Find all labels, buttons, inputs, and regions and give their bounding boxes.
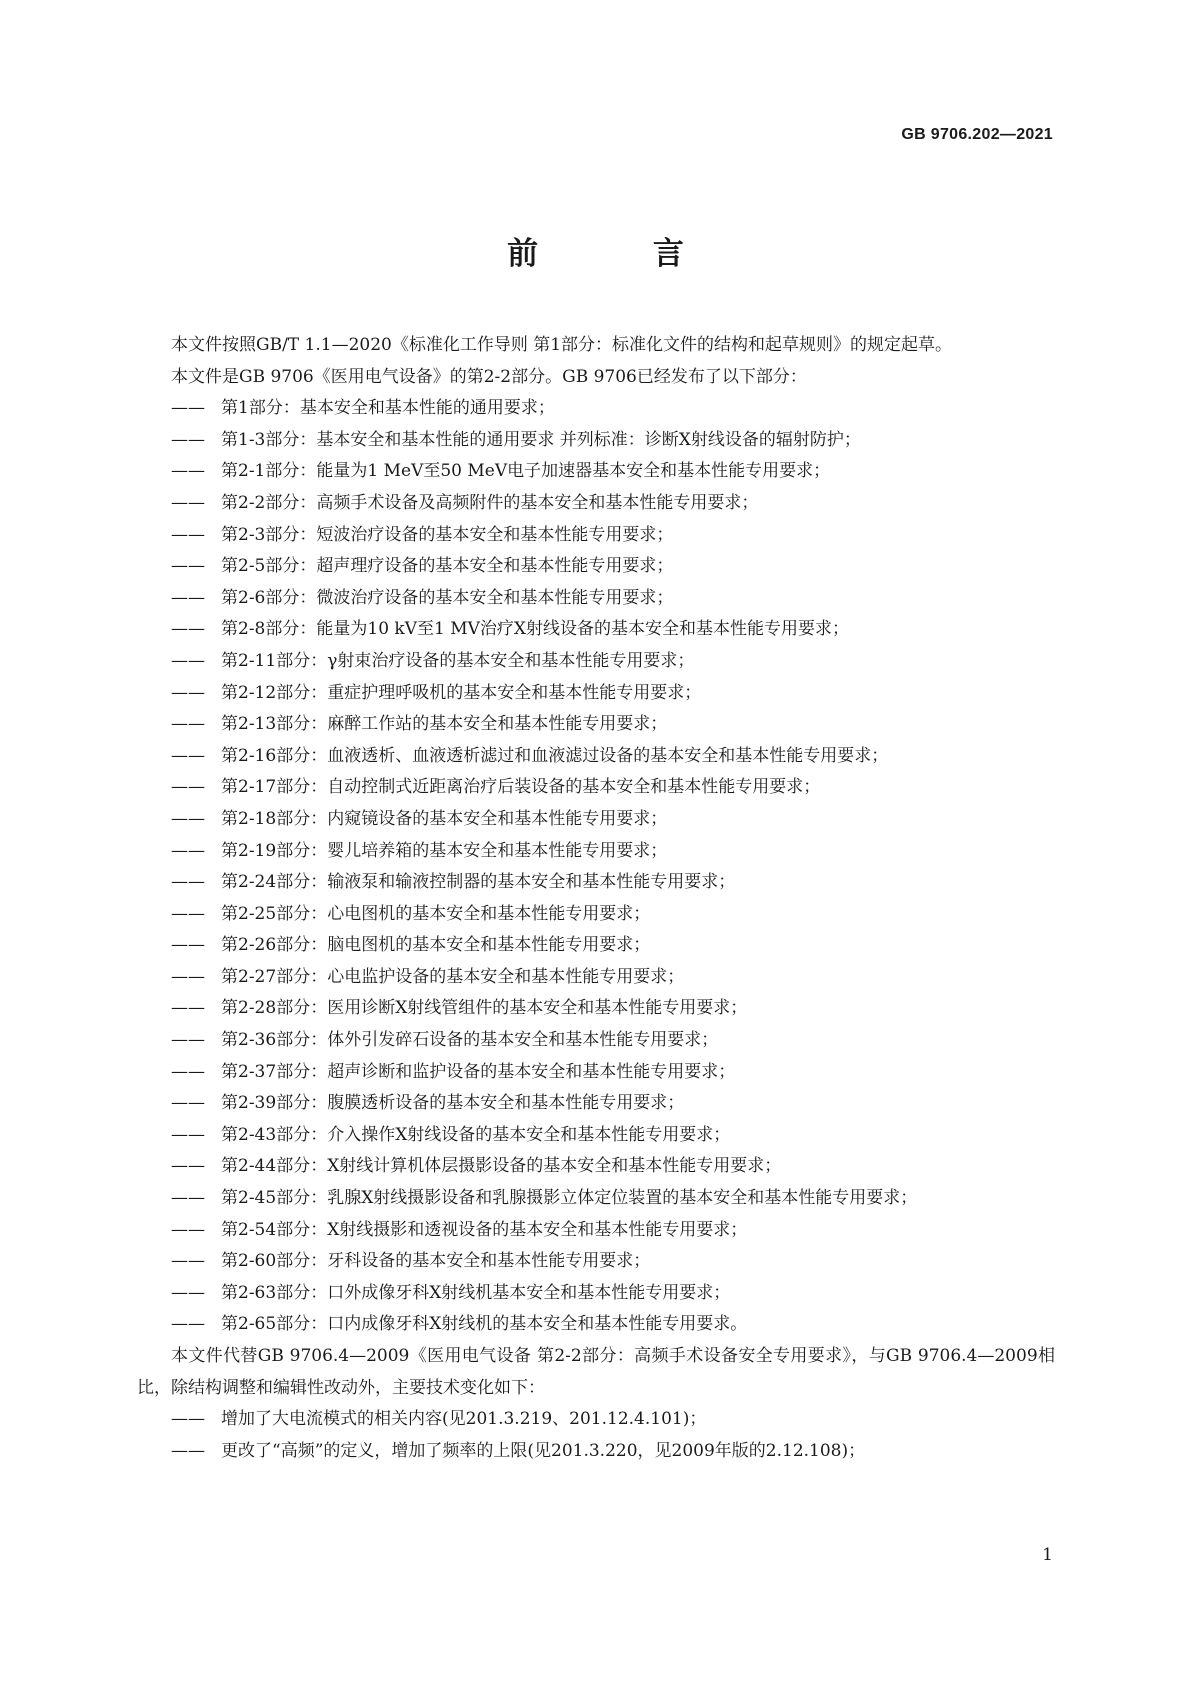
list-item xyxy=(137,646,1055,678)
list-item-text: 第2-3部分：短波治疗设备的基本安全和基本性能专用要求； xyxy=(221,524,674,545)
list-item xyxy=(137,930,1055,962)
dash-marker: —— xyxy=(171,682,205,703)
list-item-text: 第2-37部分：超声诊断和监护设备的基本安全和基本性能专用要求； xyxy=(221,1061,736,1082)
list-item-text: 第2-18部分：内窥镜设备的基本安全和基本性能专用要求； xyxy=(221,808,668,829)
list-item-text: 第2-65部分：口内成像牙科X射线机的基本安全和基本性能专用要求。 xyxy=(221,1314,748,1335)
list-item xyxy=(137,583,1055,615)
dash-marker: —— xyxy=(171,1156,205,1177)
dash-marker: —— xyxy=(171,840,205,861)
list-item-text: 第2-25部分：心电图机的基本安全和基本性能专用要求； xyxy=(221,903,651,924)
list-item xyxy=(137,772,1055,804)
dash-marker: —— xyxy=(171,1409,205,1430)
list-item xyxy=(137,709,1055,741)
dash-marker: —— xyxy=(171,650,205,671)
list-item-text: 第2-1部分：能量为1 MeV至50 MeV电子加速器基本安全和基本性能专用要求； xyxy=(221,461,831,482)
dash-marker: —— xyxy=(171,1219,205,1240)
list-item xyxy=(137,1246,1055,1278)
list-item-text: 第2-11部分：γ射束治疗设备的基本安全和基本性能专用要求； xyxy=(221,650,695,671)
list-item xyxy=(137,1309,1055,1341)
dash-marker: —— xyxy=(171,1251,205,1272)
list-item-text: 第2-13部分：麻醉工作站的基本安全和基本性能专用要求； xyxy=(221,714,668,735)
dash-marker: —— xyxy=(171,1440,205,1461)
list-item-text: 第2-24部分：输液泵和输液控制器的基本安全和基本性能专用要求； xyxy=(221,872,736,893)
dash-marker: —— xyxy=(171,398,205,419)
list-item xyxy=(137,520,1055,552)
list-item-text: 第2-54部分：X射线摄影和透视设备的基本安全和基本性能专用要求； xyxy=(221,1219,748,1240)
list-item xyxy=(137,551,1055,583)
dash-marker: —— xyxy=(171,524,205,545)
list-item xyxy=(137,1057,1055,1089)
list-item xyxy=(137,1151,1055,1183)
list-item-text: 第2-43部分：介入操作X射线设备的基本安全和基本性能专用要求； xyxy=(221,1124,731,1145)
dash-marker: —— xyxy=(171,966,205,987)
list-item xyxy=(137,1183,1055,1215)
list-item xyxy=(137,1215,1055,1247)
list-item-text: 第2-26部分：脑电图机的基本安全和基本性能专用要求； xyxy=(221,935,651,956)
dash-marker: —— xyxy=(171,1124,205,1145)
list-item-text: 第2-36部分：体外引发碎石设备的基本安全和基本性能专用要求； xyxy=(221,1030,719,1051)
list-item-text: 更改了“高频”的定义，增加了频率的上限(见201.3.220，见2009年版的2.12.108)； xyxy=(221,1440,866,1461)
dash-marker: —— xyxy=(171,872,205,893)
page-number: 1 xyxy=(1042,1545,1053,1565)
list-item-text: 第2-28部分：医用诊断X射线管组件的基本安全和基本性能专用要求； xyxy=(221,998,748,1019)
list-item xyxy=(137,488,1055,520)
list-item xyxy=(137,393,1055,425)
list-item-text: 第2-60部分：牙科设备的基本安全和基本性能专用要求； xyxy=(221,1251,651,1272)
list-item xyxy=(137,804,1055,836)
list-item xyxy=(137,1436,1055,1468)
list-item-text: 第2-19部分：婴儿培养箱的基本安全和基本性能专用要求； xyxy=(221,840,668,861)
foreword-body xyxy=(137,330,1055,1467)
dash-marker: —— xyxy=(171,1030,205,1051)
list-item-text: 第2-39部分：腹膜透析设备的基本安全和基本性能专用要求； xyxy=(221,1093,685,1114)
list-item xyxy=(137,962,1055,994)
dash-marker: —— xyxy=(171,1282,205,1303)
dash-marker: —— xyxy=(171,587,205,608)
list-item-text: 第2-2部分：高频手术设备及高频附件的基本安全和基本性能专用要求； xyxy=(221,492,759,513)
list-item-text: 第2-12部分：重症护理呼吸机的基本安全和基本性能专用要求； xyxy=(221,682,702,703)
dash-marker: —— xyxy=(171,1314,205,1335)
dash-marker: —— xyxy=(171,745,205,766)
list-item-text: 第1部分：基本安全和基本性能的通用要求； xyxy=(221,398,555,419)
dash-marker: —— xyxy=(171,556,205,577)
dash-marker: —— xyxy=(171,429,205,450)
replacement-paragraph: 本文件代替GB 9706.4—2009《医用电气设备 第2-2部分：高频手术设备安全专用要求》，与GB 9706.4—2009相比，除结构调整和编辑性改动外，主要技术变化如下： xyxy=(137,1346,1055,1398)
list-item xyxy=(137,867,1055,899)
list-item xyxy=(137,993,1055,1025)
dash-marker: —— xyxy=(171,935,205,956)
list-item xyxy=(137,456,1055,488)
list-item-text: 第1-3部分：基本安全和基本性能的通用要求 并列标准：诊断X射线设备的辐射防护； xyxy=(221,429,861,450)
dash-marker: —— xyxy=(171,1093,205,1114)
changes-list xyxy=(137,1404,1055,1467)
list-item-text: 第2-16部分：血液透析、血液透析滤过和血液滤过设备的基本安全和基本性能专用要求； xyxy=(221,745,889,766)
dash-marker: —— xyxy=(171,714,205,735)
list-item-text: 第2-44部分：X射线计算机体层摄影设备的基本安全和基本性能专用要求； xyxy=(221,1156,782,1177)
dash-marker: —— xyxy=(171,998,205,1019)
list-item xyxy=(137,899,1055,931)
dash-marker: —— xyxy=(171,808,205,829)
list-item xyxy=(137,1278,1055,1310)
dash-marker: —— xyxy=(171,1188,205,1209)
list-item-text: 第2-27部分：心电监护设备的基本安全和基本性能专用要求； xyxy=(221,966,685,987)
list-item xyxy=(137,1088,1055,1120)
dash-marker: —— xyxy=(171,903,205,924)
list-item xyxy=(137,614,1055,646)
list-item-text: 第2-17部分：自动控制式近距离治疗后装设备的基本安全和基本性能专用要求； xyxy=(221,777,821,798)
list-item xyxy=(137,425,1055,457)
intro-paragraph-2: 本文件是GB 9706《医用电气设备》的第2-2部分。GB 9706已经发布了以下部分： xyxy=(171,366,807,387)
standard-code-header: GB 9706.202—2021 xyxy=(901,126,1053,143)
list-item-text: 第2-45部分：乳腺X射线摄影设备和乳腺摄影立体定位装置的基本安全和基本性能专用要求； xyxy=(221,1188,918,1209)
parts-list xyxy=(137,393,1055,1341)
list-item xyxy=(137,678,1055,710)
dash-marker: —— xyxy=(171,492,205,513)
list-item xyxy=(137,836,1055,868)
list-item xyxy=(137,741,1055,773)
dash-marker: —— xyxy=(171,461,205,482)
dash-marker: —— xyxy=(171,1061,205,1082)
list-item xyxy=(137,1025,1055,1057)
list-item xyxy=(137,1120,1055,1152)
list-item-text: 第2-6部分：微波治疗设备的基本安全和基本性能专用要求； xyxy=(221,587,674,608)
list-item-text: 增加了大电流模式的相关内容(见201.3.219、201.12.4.101)； xyxy=(221,1409,707,1430)
dash-marker: —— xyxy=(171,619,205,640)
list-item-text: 第2-5部分：超声理疗设备的基本安全和基本性能专用要求； xyxy=(221,556,674,577)
list-item-text: 第2-8部分：能量为10 kV至1 MV治疗X射线设备的基本安全和基本性能专用要求； xyxy=(221,619,849,640)
dash-marker: —— xyxy=(171,777,205,798)
list-item-text: 第2-63部分：口外成像牙科X射线机基本安全和基本性能专用要求； xyxy=(221,1282,731,1303)
list-item xyxy=(137,1404,1055,1436)
page-title: 前 言 xyxy=(507,236,736,272)
intro-paragraph-1: 本文件按照GB/T 1.1—2020《标准化工作导则 第1部分：标准化文件的结构和起草规则》的规定起草。 xyxy=(171,335,953,355)
